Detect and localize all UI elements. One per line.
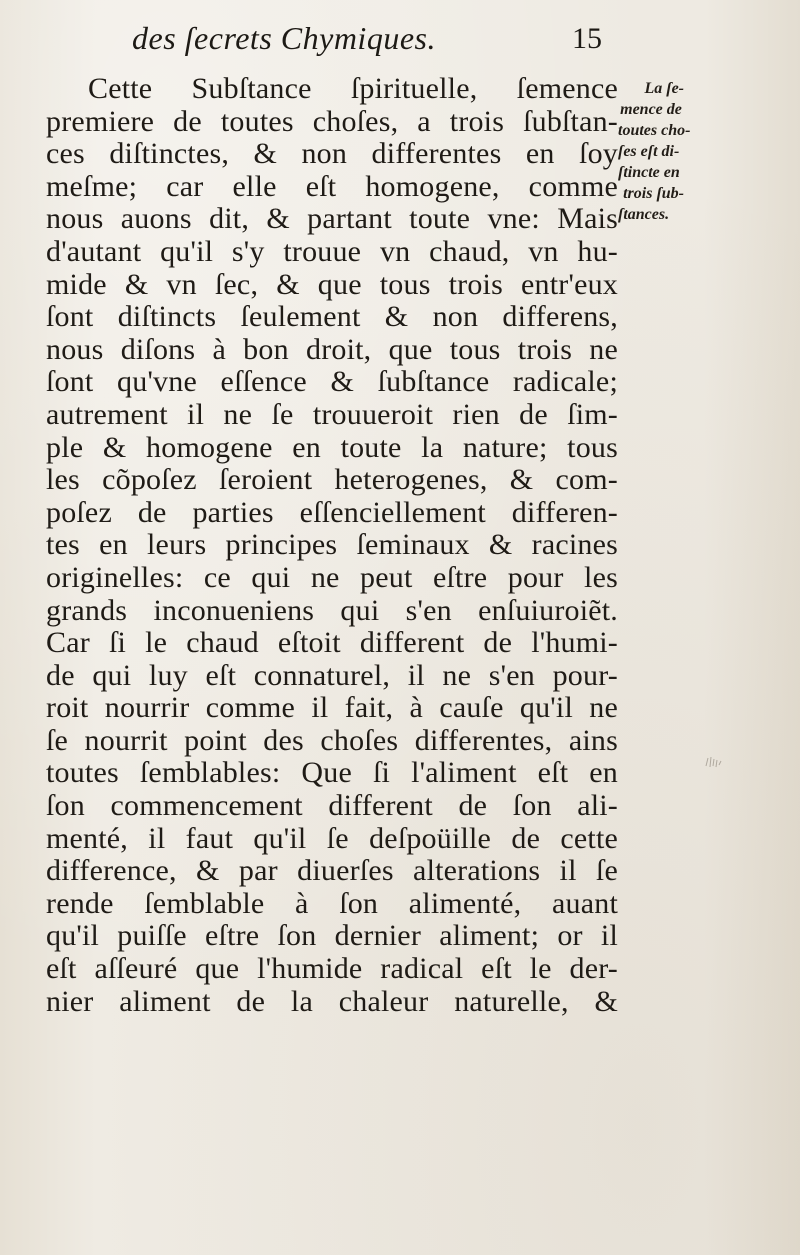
text-line: ſe nourrit point des choſes differentes, ains: [46, 723, 618, 757]
text-line: autrement il ne ſe trouueroit rien de ſim-: [46, 397, 618, 431]
text-line: nier aliment de la chaleur naturelle, &: [46, 984, 618, 1018]
text-line: Cette Subſtance ſpirituelle, ſemence: [88, 72, 618, 105]
text-line: toutes ſemblables: Que ſi l'aliment eſt en: [46, 756, 618, 790]
margin-note-line: ſtincte en: [618, 164, 680, 181]
margin-note-line: ſtances.: [618, 206, 670, 223]
text-line: rende ſemblable à ſon alimenté, auant: [46, 886, 618, 920]
text-line: les cõpoſez ſeroient heterogenes, & com-: [46, 463, 618, 497]
margin-note-line: mence de: [620, 101, 682, 118]
text-line: nous diſons à bon droit, que tous trois ne: [46, 332, 618, 366]
text-line: ſont qu'vne eſſence & ſubſtance radicale;: [46, 365, 618, 399]
text-line: nous auons dit, & partant toute vne: Mais: [46, 202, 618, 236]
text-line: poſez de parties eſſenciellement differen-: [46, 495, 618, 529]
margin-note-line: La ſe-: [644, 80, 684, 97]
margin-note: [618, 78, 691, 225]
text-line: roit nourrir comme il fait, à cauſe qu'il ne: [46, 691, 618, 725]
margin-note-line: ſes eſt di-: [618, 143, 680, 160]
text-line: ple & homogene en toute la nature; tous: [46, 430, 618, 464]
running-title: des ſecrets Chymiques.: [132, 20, 436, 56]
text-line: Car ſi le chaud eſtoit different de l'humi-: [46, 626, 618, 660]
text-line: tes en leurs principes ſeminaux & racines: [46, 528, 618, 562]
text-line: qu'il puiſſe eſtre ſon dernier aliment; or il: [46, 919, 618, 953]
text-line: de qui luy eſt connaturel, il ne s'en pour-: [46, 658, 618, 692]
text-line: ſont diſtincts ſeulement & non differens,: [46, 300, 618, 334]
text-line: ces diſtinctes, & non differentes en ſoy: [46, 137, 618, 171]
text-line: grands inconueniens qui s'en enſuiuroiẽt.: [46, 593, 618, 627]
text-line: premiere de toutes choſes, a trois ſubſtan-: [46, 104, 618, 138]
page-header: [0, 20, 800, 72]
margin-note-line: trois ſub-: [623, 185, 684, 202]
text-line: meſme; car elle eſt homogene, comme: [46, 169, 618, 203]
text-line: ſon commencement different de ſon ali-: [46, 789, 618, 823]
text-line: mide & vn ſec, & que tous trois entr'eux: [46, 267, 618, 301]
ink-smudge-icon: [704, 755, 724, 769]
text-line: d'autant qu'il s'y trouue vn chaud, vn hu-: [46, 234, 618, 268]
page-number: 15: [572, 22, 602, 55]
margin-note-line: toutes cho-: [618, 122, 691, 139]
body-text: [46, 73, 618, 1018]
text-line: originelles: ce qui ne peut eſtre pour les: [46, 560, 618, 594]
text-line: difference, & par diuerſes alterations il ſe: [46, 854, 618, 888]
text-line: menté, il faut qu'il ſe deſpoüille de cette: [46, 821, 618, 855]
text-line: eſt aſſeuré que l'humide radical eſt le der-: [46, 952, 618, 986]
